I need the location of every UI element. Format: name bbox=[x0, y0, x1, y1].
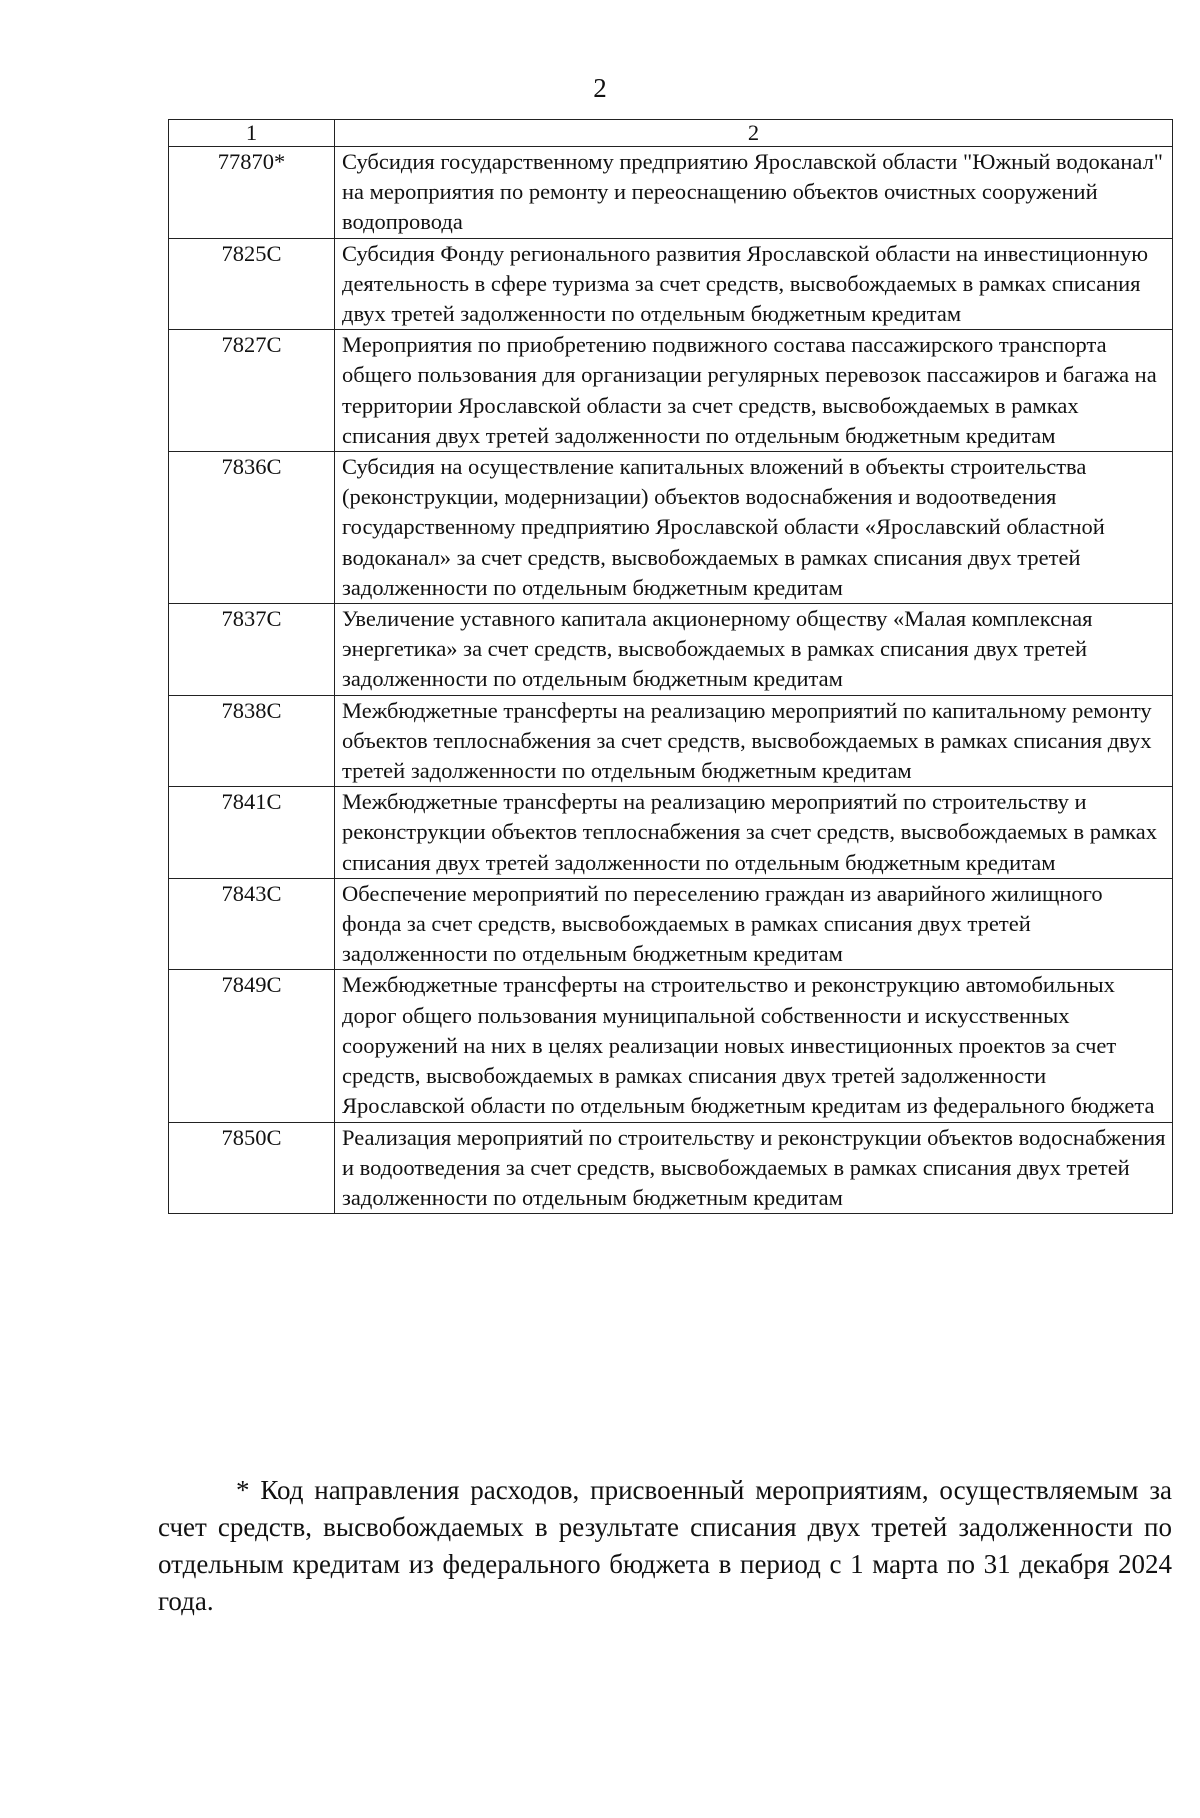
expense-code-cell: 7849С bbox=[169, 970, 335, 1122]
expense-code-cell: 7825С bbox=[169, 238, 335, 330]
table-row bbox=[169, 970, 1173, 1122]
expense-description-cell: Мероприятия по приобретению подвижного состава пассажирского транспорта общего пользования для организации регулярных перевозок пассажиров и багажа на территории Ярославской области за счет средств, высвобождаемых в рамках списания двух третей задолженности по отдельным бюджетным кредитам bbox=[335, 330, 1173, 452]
expense-codes-table-container bbox=[168, 119, 1172, 1214]
table-body bbox=[169, 147, 1173, 1214]
expense-code-cell: 7836С bbox=[169, 452, 335, 604]
expense-description-cell: Увеличение уставного капитала акционерному обществу «Малая комплексная энергетика» за счет средств, высвобождаемых в рамках списания двух третей задолженности по отдельным бюджетным кредитам bbox=[335, 604, 1173, 696]
expense-description-cell: Обеспечение мероприятий по переселению граждан из аварийного жилищного фонда за счет средств, высвобождаемых в рамках списания двух третей задолженности по отдельным бюджетным кредитам bbox=[335, 878, 1173, 970]
expense-description-cell: Субсидия государственному предприятию Ярославской области "Южный водоканал" на мероприятия по ремонту и переоснащению объектов очистных сооружений водопровода bbox=[335, 147, 1173, 239]
table-row bbox=[169, 1122, 1173, 1214]
table-row bbox=[169, 238, 1173, 330]
expense-code-cell: 77870* bbox=[169, 147, 335, 239]
table-row bbox=[169, 878, 1173, 970]
expense-description-cell: Субсидия на осуществление капитальных вложений в объекты строительства (реконструкции, модернизации) объектов водоснабжения и водоотведения государственному предприятию Ярославской области «Ярославский областной водоканал» за счет средств, высвобождаемых в рамках списания двух третей задолженности по отдельным бюджетным кредитам bbox=[335, 452, 1173, 604]
expense-description-cell: Реализация мероприятий по строительству и реконструкции объектов водоснабжения и водоотведения за счет средств, высвобождаемых в рамках списания двух третей задолженности по отдельным бюджетным кредитам bbox=[335, 1122, 1173, 1214]
table-row bbox=[169, 787, 1173, 879]
expense-description-cell: Субсидия Фонду регионального развития Ярославской области на инвестиционную деятельность в сфере туризма за счет средств, высвобождаемых в рамках списания двух третей задолженности по отдельным бюджетным кредитам bbox=[335, 238, 1173, 330]
expense-description-cell: Межбюджетные трансферты на строительство и реконструкцию автомобильных дорог общего пользования муниципальной собственности и искусственных сооружений на них в целях реализации новых инвестиционных проектов за счет средств, высвобождаемых в рамках списания двух третей задолженности Ярославской области по отдельным бюджетным кредитам из федерального бюджета bbox=[335, 970, 1173, 1122]
table-row bbox=[169, 452, 1173, 604]
table-row bbox=[169, 695, 1173, 787]
column-header-description: 2 bbox=[335, 120, 1173, 147]
expense-code-cell: 7850С bbox=[169, 1122, 335, 1214]
footnote: * Код направления расходов, присвоенный мероприятиям, осуществляемым за счет средств, высвобождаемых в результате списания двух третей задолженности по отдельным кредитам из федерального бюджета в период с 1 марта по 31 декабря 2024 года. bbox=[158, 1475, 1172, 1616]
expense-code-cell: 7838С bbox=[169, 695, 335, 787]
expense-description-cell: Межбюджетные трансферты на реализацию мероприятий по капитальному ремонту объектов теплоснабжения за счет средств, высвобождаемых в рамках списания двух третей задолженности по отдельным бюджетным кредитам bbox=[335, 695, 1173, 787]
expense-code-cell: 7837С bbox=[169, 604, 335, 696]
table-row bbox=[169, 147, 1173, 239]
table-row bbox=[169, 330, 1173, 452]
table-header-row bbox=[169, 120, 1173, 147]
table-row bbox=[169, 604, 1173, 696]
expense-code-cell: 7843С bbox=[169, 878, 335, 970]
expense-codes-table bbox=[168, 119, 1173, 1214]
column-header-code: 1 bbox=[169, 120, 335, 147]
expense-description-cell: Межбюджетные трансферты на реализацию мероприятий по строительству и реконструкции объектов теплоснабжения за счет средств, высвобождаемых в рамках списания двух третей задолженности по отдельным бюджетным кредитам bbox=[335, 787, 1173, 879]
page-number: 2 bbox=[593, 73, 607, 103]
expense-code-cell: 7841С bbox=[169, 787, 335, 879]
expense-code-cell: 7827С bbox=[169, 330, 335, 452]
